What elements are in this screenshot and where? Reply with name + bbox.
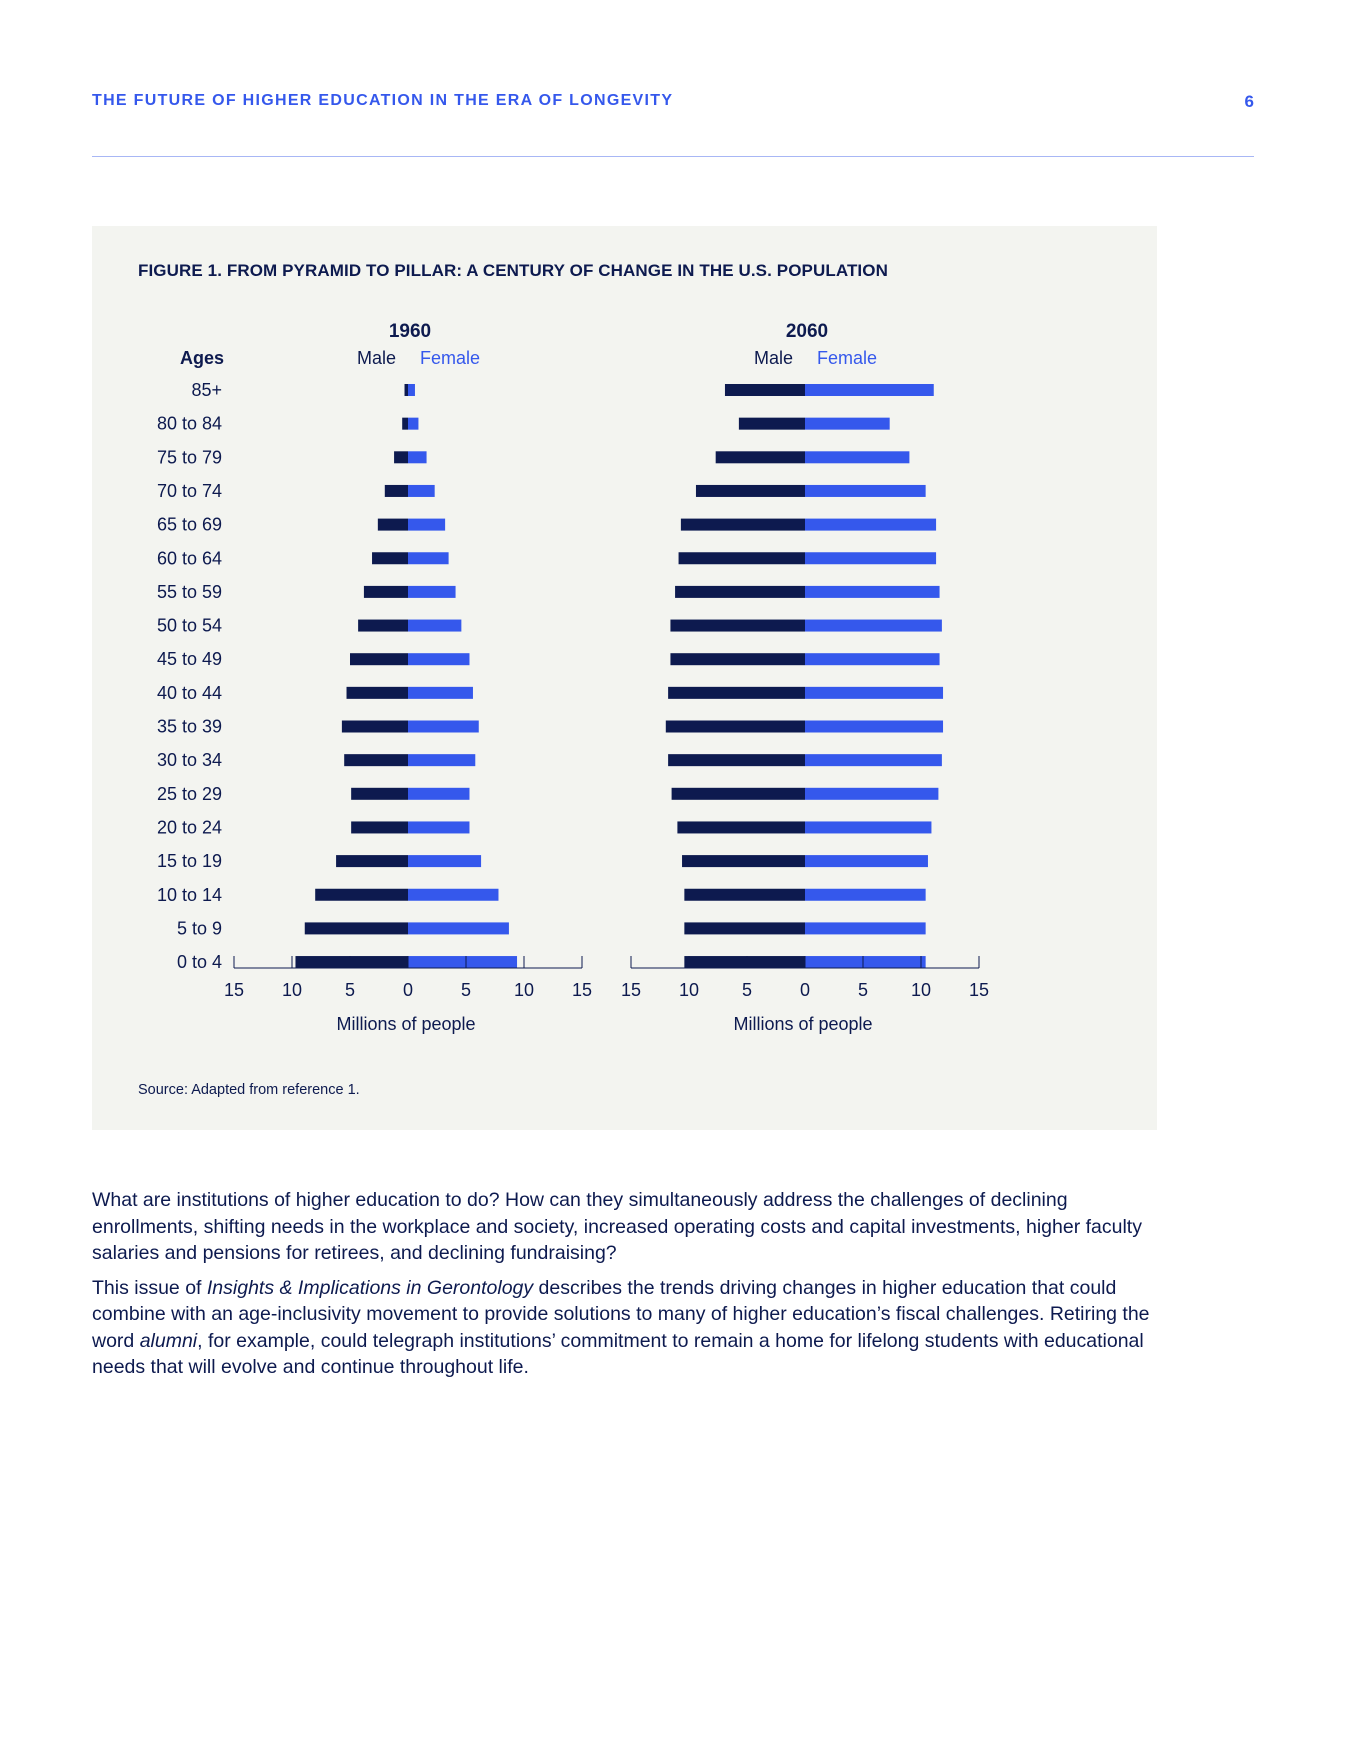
bar-female	[805, 721, 943, 733]
bar-female	[805, 485, 926, 497]
age-label: 65 to 69	[156, 514, 222, 535]
bar-male	[682, 855, 805, 867]
bar-female	[805, 956, 926, 968]
age-label: 60 to 64	[156, 548, 222, 569]
body-text	[92, 1187, 1162, 1389]
bar-male	[696, 485, 805, 497]
bar-male	[351, 788, 408, 800]
bar-male	[358, 620, 408, 632]
bar-male	[677, 821, 805, 833]
paragraph-1: What are institutions of higher education to do? How can they simultaneously address the challenges of declining enrollments, shifting needs in the workplace and society, increased operating costs and capital investments, higher faculty salaries and pensions for retirees, and declining fundraising?	[92, 1189, 1142, 1264]
age-label: 0 to 4	[176, 952, 222, 973]
bar-male	[305, 922, 408, 934]
age-label: 70 to 74	[156, 480, 222, 501]
bar-male	[295, 956, 408, 968]
page-number: 6	[1244, 92, 1254, 111]
bar-female	[408, 653, 469, 665]
x-tick-label: 0	[402, 980, 414, 1001]
x-axis-label: Millions of people	[336, 1014, 476, 1035]
population-pyramid-chart	[92, 226, 1157, 1046]
age-label: 55 to 59	[156, 581, 222, 602]
x-tick-label: 10	[281, 980, 303, 1001]
header-title: THE FUTURE OF HIGHER EDUCATION IN THE ERA OF LONGEVITY	[92, 92, 674, 109]
bar-female	[408, 384, 415, 396]
bar-male	[385, 485, 408, 497]
bar-male	[672, 788, 805, 800]
ages-header: Ages	[179, 348, 225, 368]
age-label: 80 to 84	[156, 413, 222, 434]
x-tick-label: 5	[741, 980, 753, 1001]
panel-title: 1960	[388, 321, 432, 342]
x-axis-label: Millions of people	[733, 1014, 873, 1035]
bar-male	[668, 754, 805, 766]
bar-male	[350, 653, 408, 665]
bar-female	[805, 687, 943, 699]
age-label: 20 to 24	[156, 817, 222, 838]
bar-female	[805, 922, 926, 934]
age-label: 35 to 39	[156, 716, 222, 737]
bar-male	[405, 384, 408, 396]
bar-female	[408, 855, 481, 867]
x-tick-label: 15	[620, 980, 642, 1001]
legend-female: Female	[420, 348, 481, 368]
bar-male	[675, 586, 805, 598]
source-note: Source: Adapted from reference 1.	[138, 1082, 360, 1098]
bar-male	[378, 519, 408, 531]
bar-male	[670, 620, 805, 632]
bar-female	[805, 620, 942, 632]
figure-title: FIGURE 1. FROM PYRAMID TO PILLAR: A CENTURY OF CHANGE IN THE U.S. POPULATION	[138, 261, 888, 280]
age-label: 10 to 14	[156, 884, 222, 905]
bar-female	[408, 620, 461, 632]
age-label: 30 to 34	[156, 750, 222, 771]
paragraph-2: This issue of Insights & Implications in Gerontology describes the trends driving changes in higher education that could combine with an age-inclusivity movement to provide solutions to many of higher education’s fiscal challenges. Retiring the word alumni, for example, could telegraph institutions’ commitment to remain a home for lifelong students with educational needs that will evolve and continue throughout life.	[92, 1276, 1150, 1378]
bar-male	[725, 384, 805, 396]
age-label: 85+	[191, 380, 222, 400]
bar-male	[344, 754, 408, 766]
bar-female	[805, 384, 934, 396]
bar-female	[805, 855, 928, 867]
x-tick-label: 15	[571, 980, 593, 1001]
x-tick-label: 5	[857, 980, 869, 1001]
bar-male	[342, 721, 408, 733]
x-tick-label: 5	[344, 980, 356, 1001]
age-label: 40 to 44	[156, 682, 222, 703]
bar-female	[805, 586, 940, 598]
x-tick-label: 10	[678, 980, 700, 1001]
age-label: 5 to 9	[176, 918, 222, 939]
age-label: 45 to 49	[156, 649, 222, 670]
bar-female	[408, 687, 473, 699]
bar-female	[408, 788, 469, 800]
bar-female	[805, 653, 940, 665]
age-label: 75 to 79	[156, 447, 222, 468]
age-label: 50 to 54	[156, 615, 222, 636]
bar-female	[805, 754, 942, 766]
bar-female	[805, 788, 938, 800]
bar-female	[408, 586, 456, 598]
x-tick-label: 5	[460, 980, 472, 1001]
panel-title: 2060	[785, 321, 829, 342]
x-tick-label: 10	[513, 980, 535, 1001]
bar-female	[408, 922, 509, 934]
x-tick-label: 10	[910, 980, 932, 1001]
bar-male	[402, 418, 408, 430]
bar-female	[408, 889, 498, 901]
bar-male	[679, 552, 805, 564]
bar-male	[681, 519, 805, 531]
bar-female	[805, 552, 936, 564]
bar-male	[364, 586, 408, 598]
bar-male	[351, 821, 408, 833]
bar-male	[666, 721, 805, 733]
age-label: 25 to 29	[156, 783, 222, 804]
bar-female	[805, 451, 909, 463]
bar-female	[805, 889, 926, 901]
bar-male	[684, 922, 805, 934]
bar-female	[408, 552, 449, 564]
bar-male	[716, 451, 805, 463]
header-divider	[92, 156, 1254, 157]
bar-male	[670, 653, 805, 665]
bar-female	[408, 519, 445, 531]
alumni-word: alumni	[139, 1329, 198, 1352]
legend-female: Female	[817, 348, 878, 368]
bar-female	[408, 754, 475, 766]
bar-male	[347, 687, 408, 699]
bar-female	[805, 519, 936, 531]
legend-male: Male	[356, 348, 396, 368]
bar-male	[336, 855, 408, 867]
figure-panel	[92, 226, 1157, 1130]
bar-male	[315, 889, 408, 901]
bar-male	[684, 889, 805, 901]
bar-female	[408, 821, 469, 833]
bar-female	[805, 418, 890, 430]
bar-male	[668, 687, 805, 699]
age-label: 15 to 19	[156, 851, 222, 872]
bar-male	[684, 956, 805, 968]
bar-female	[408, 451, 427, 463]
bar-female	[408, 418, 418, 430]
bar-female	[408, 721, 479, 733]
journal-title: Insights & Implications in Gerontology	[206, 1276, 534, 1299]
x-tick-label: 15	[223, 980, 245, 1001]
bar-female	[408, 485, 435, 497]
bar-female	[805, 821, 931, 833]
bar-male	[739, 418, 805, 430]
x-tick-label: 15	[968, 980, 990, 1001]
bar-male	[394, 451, 408, 463]
bar-male	[372, 552, 408, 564]
x-tick-label: 0	[799, 980, 811, 1001]
legend-male: Male	[753, 348, 793, 368]
bar-female	[408, 956, 517, 968]
